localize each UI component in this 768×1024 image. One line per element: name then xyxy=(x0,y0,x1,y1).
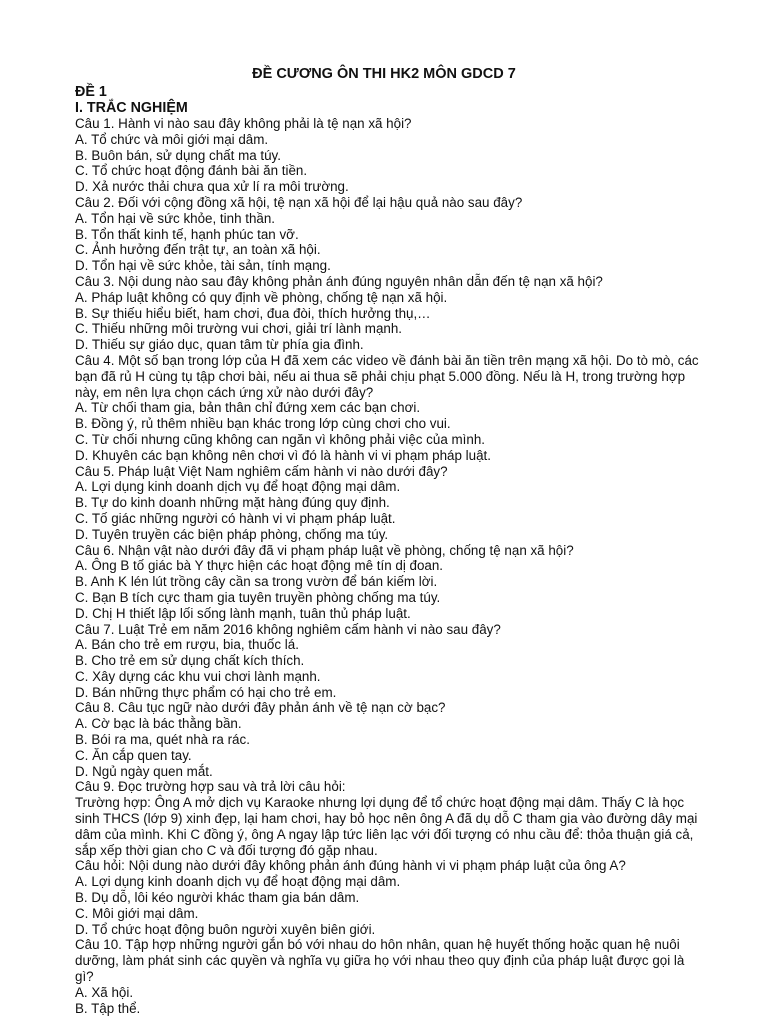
answer-option: A. Lợi dụng kinh doanh dịch vụ để hoạt động mại dâm. xyxy=(75,874,401,890)
answer-option: B. Tập thể. xyxy=(75,1000,141,1016)
question-block xyxy=(75,700,700,779)
answer-option: C. Môi giới mại dâm. xyxy=(75,905,199,921)
answer-option: A. Từ chối tham gia, bản thân chỉ đứng xem các bạn chơi. xyxy=(75,400,421,416)
answer-option: C. Bạn B tích cực tham gia tuyên truyền phòng chống ma túy. xyxy=(75,589,441,605)
answer-option: B. Sự thiếu hiểu biết, ham chơi, đua đòi, thích hưởng thụ,… xyxy=(75,305,431,321)
answer-option: C. Ăn cắp quen tay. xyxy=(75,747,192,763)
answer-option: B. Tự do kinh doanh những mặt hàng đúng quy định. xyxy=(75,495,390,511)
question-block xyxy=(75,779,700,937)
answer-option: C. Tố giác những người có hành vi vi phạm pháp luật. xyxy=(75,510,396,526)
answer-option: B. Dụ dỗ, lôi kéo người khác tham gia bán dâm. xyxy=(75,890,360,906)
question-list xyxy=(75,116,700,1016)
answer-option: D. Thiếu sự giáo dục, quan tâm từ phía gia đình. xyxy=(75,337,364,353)
answer-option: C. Xây dựng các khu vui chơi lành mạnh. xyxy=(75,668,321,684)
answer-option: D. Chị H thiết lập lối sống lành mạnh, tuân thủ pháp luật. xyxy=(75,605,411,621)
answer-option: C. Từ chối nhưng cũng không can ngăn vì không phải việc của mình. xyxy=(75,431,485,447)
answer-option: B. Anh K lén lút trồng cây cần sa trong vườn để bán kiếm lời. xyxy=(75,574,438,590)
question-text: Câu 9. Đọc trường hợp sau và trả lời câu hỏi: xyxy=(75,779,346,795)
question-text: Câu 6. Nhận vật nào dưới đây đã vi phạm pháp luật về phòng, chống tệ nạn xã hội? xyxy=(75,542,574,558)
question-block xyxy=(75,622,700,701)
question-context: Câu hỏi: Nội dung nào dưới đây không phản ánh đúng hành vi vi phạm pháp luật của ông A? xyxy=(75,858,626,874)
answer-option: B. Bói ra ma, quét nhà ra rác. xyxy=(75,732,250,748)
answer-option: C. Tổ chức hoạt động đánh bài ăn tiền. xyxy=(75,163,308,179)
question-block xyxy=(75,353,700,464)
answer-option: B. Cho trẻ em sử dụng chất kích thích. xyxy=(75,653,305,669)
answer-option: D. Tổ chức hoạt động buôn người xuyên biên giới. xyxy=(75,921,376,937)
answer-option: B. Đồng ý, rủ thêm nhiều bạn khác trong lớp cùng chơi cho vui. xyxy=(75,416,451,432)
question-block xyxy=(75,937,700,1016)
question-text: Câu 2. Đối với cộng đồng xã hội, tệ nạn xã hội để lại hậu quả nào sau đây? xyxy=(75,194,523,210)
document-content xyxy=(75,84,700,1016)
question-text: Câu 7. Luật Trẻ em năm 2016 không nghiêm cấm hành vi nào sau đây? xyxy=(75,621,501,637)
answer-option: B. Buôn bán, sử dụng chất ma túy. xyxy=(75,147,281,163)
exam-number: ĐỀ 1 xyxy=(75,84,107,100)
question-text: Câu 3. Nội dung nào sau đây không phản ánh đúng nguyên nhân dẫn đến tệ nạn xã hội? xyxy=(75,273,603,289)
answer-option: D. Xả nước thải chưa qua xử lí ra môi trường. xyxy=(75,179,349,195)
answer-option: D. Tổn hại về sức khỏe, tài sản, tính mạng. xyxy=(75,258,331,274)
question-text: Câu 1. Hành vi nào sau đây không phải là tệ nạn xã hội? xyxy=(75,116,412,131)
answer-option: D. Tuyên truyền các biện pháp phòng, chống ma túy. xyxy=(75,526,389,542)
answer-option: D. Khuyên các bạn không nên chơi vì đó là hành vi vi phạm pháp luật. xyxy=(75,447,491,463)
answer-option: A. Lợi dụng kinh doanh dịch vụ để hoạt động mại dâm. xyxy=(75,479,401,495)
answer-option: A. Cờ bạc là bác thằng bần. xyxy=(75,716,242,732)
answer-option: A. Tổ chức và môi giới mại dâm. xyxy=(75,131,269,147)
question-block xyxy=(75,543,700,622)
answer-option: A. Pháp luật không có quy định về phòng, chống tệ nạn xã hội. xyxy=(75,289,448,305)
question-block xyxy=(75,116,700,195)
answer-option: C. Thiếu những môi trường vui chơi, giải trí lành mạnh. xyxy=(75,321,403,337)
section-heading: I. TRẮC NGHIỆM xyxy=(75,100,188,116)
document-title: ĐỀ CƯƠNG ÔN THI HK2 MÔN GDCD 7 xyxy=(252,66,516,82)
answer-option: D. Bán những thực phẩm có hại cho trẻ em. xyxy=(75,684,337,700)
answer-option: A. Tổn hại về sức khỏe, tinh thần. xyxy=(75,210,276,226)
question-text: Câu 10. Tập hợp những người gắn bó với nhau do hôn nhân, quan hệ huyết thống hoặc quan hệ nuôi dưỡng, làm phát sinh các quyền và nghĩa vụ giữa họ với nhau theo quy định của pháp luật được gọi là gì? xyxy=(75,937,685,985)
answer-option: B. Tổn thất kinh tế, hạnh phúc tan vỡ. xyxy=(75,226,299,242)
question-block xyxy=(75,274,700,353)
question-block xyxy=(75,464,700,543)
answer-option: C. Ảnh hưởng đến trật tự, an toàn xã hội. xyxy=(75,242,321,258)
answer-option: D. Ngủ ngày quen mắt. xyxy=(75,763,213,779)
answer-option: A. Ông B tố giác bà Y thực hiện các hoạt động mê tín dị đoan. xyxy=(75,558,444,574)
answer-option: A. Xã hội. xyxy=(75,984,134,1000)
question-context: Trường hợp: Ông A mở dịch vụ Karaoke nhưng lợi dụng để tổ chức hoạt động mại dâm. Thấy C là học sinh THCS (lớp 9) xinh đẹp, lại ham chơi, hay bỏ học nên ông A đã dụ dỗ C tham gia vào đường dây mại dâm của mình. Khi C đồng ý, ông A ngay lập tức liên lạc với đối tượng có nhu cầu để: thỏa thuận giá cả, sắp xếp thời gian cho C và đối tượng đó gặp nhau. xyxy=(75,795,698,858)
question-text: Câu 8. Câu tục ngữ nào dưới đây phản ánh về tệ nạn cờ bạc? xyxy=(75,700,446,716)
question-text: Câu 4. Một số bạn trong lớp của H đã xem các video về đánh bài ăn tiền trên mạng xã hội. Do tò mò, các bạn đã rủ H cùng tụ tập chơi bài, nếu ai thua sẽ phải chịu phạt 5.000 đồng. Nếu là H, trong trường hợp này, em nên lựa chọn cách ứng xử nào dưới đây? xyxy=(75,352,699,400)
answer-option: A. Bán cho trẻ em rượu, bia, thuốc lá. xyxy=(75,637,299,653)
question-block xyxy=(75,195,700,274)
question-text: Câu 5. Pháp luật Việt Nam nghiêm cấm hành vi nào dưới đây? xyxy=(75,463,448,479)
